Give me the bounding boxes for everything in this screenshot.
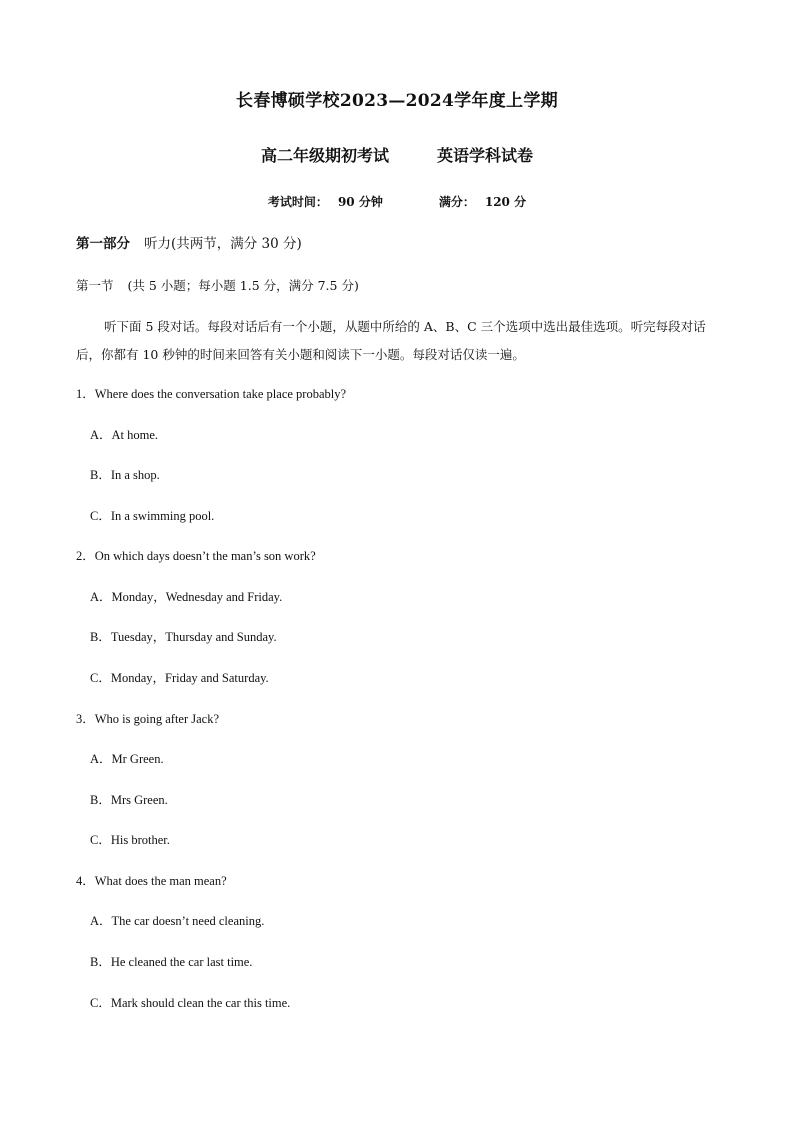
school-title: 长春博硕学校2023—2024学年度上学期 xyxy=(236,91,558,111)
instructions-paragraph: 听下面 5 段对话。每段对话后有一个小题，从题中所给的 A、B、C 三个选项中选出最佳选项。听完每段对话后，你都有 10 秒钟的时间来回答有关小题和阅读下一小题。每段对话仅读一遍。 xyxy=(76,319,706,362)
answer-option: B．Mrs Green. xyxy=(90,793,168,807)
question-stem: 3．Who is going after Jack? xyxy=(76,712,220,726)
answer-option: C．Monday，Friday and Saturday. xyxy=(90,671,269,685)
section-detail: (共 5 小题；每小题 1.5 分，满分 7.5 分) xyxy=(127,278,359,293)
answer-option: B．Tuesday，Thursday and Sunday. xyxy=(90,630,277,644)
answer-option: A．Monday，Wednesday and Friday. xyxy=(90,590,283,604)
question-stem: 1．Where does the conversation take place probably? xyxy=(76,387,347,401)
part-title: 第一部分 xyxy=(76,236,130,252)
time-value: 90 分钟 xyxy=(337,195,383,209)
answer-option: A．The car doesn’t need cleaning. xyxy=(90,914,265,928)
answer-option: C．His brother. xyxy=(90,833,170,847)
answer-option: B．In a shop. xyxy=(90,468,160,482)
part-heading xyxy=(76,232,302,252)
question-stem: 4．What does the man mean? xyxy=(76,874,227,888)
question-stem: 2．On which days doesn’t the man’s son work? xyxy=(76,549,316,563)
exam-name: 高二年级期初考试 xyxy=(260,146,389,165)
answer-option: A．Mr Green. xyxy=(90,752,164,766)
answer-option: C．In a swimming pool. xyxy=(90,509,215,523)
time-label: 考试时间： xyxy=(267,195,328,209)
part-name: 听力(共两节，满分 30 分) xyxy=(144,236,302,252)
exam-title xyxy=(0,143,794,166)
answer-option: C．Mark should clean the car this time. xyxy=(90,996,291,1010)
section-title: 第一节 xyxy=(76,278,114,293)
answer-option: A．At home. xyxy=(90,428,159,442)
answer-option: B．He cleaned the car last time. xyxy=(90,955,253,969)
subject-name: 英语学科试卷 xyxy=(437,146,534,165)
score-value: 120 分 xyxy=(484,195,527,209)
score-label: 满分： xyxy=(438,195,475,209)
exam-meta xyxy=(0,193,794,210)
section-heading xyxy=(76,276,359,294)
